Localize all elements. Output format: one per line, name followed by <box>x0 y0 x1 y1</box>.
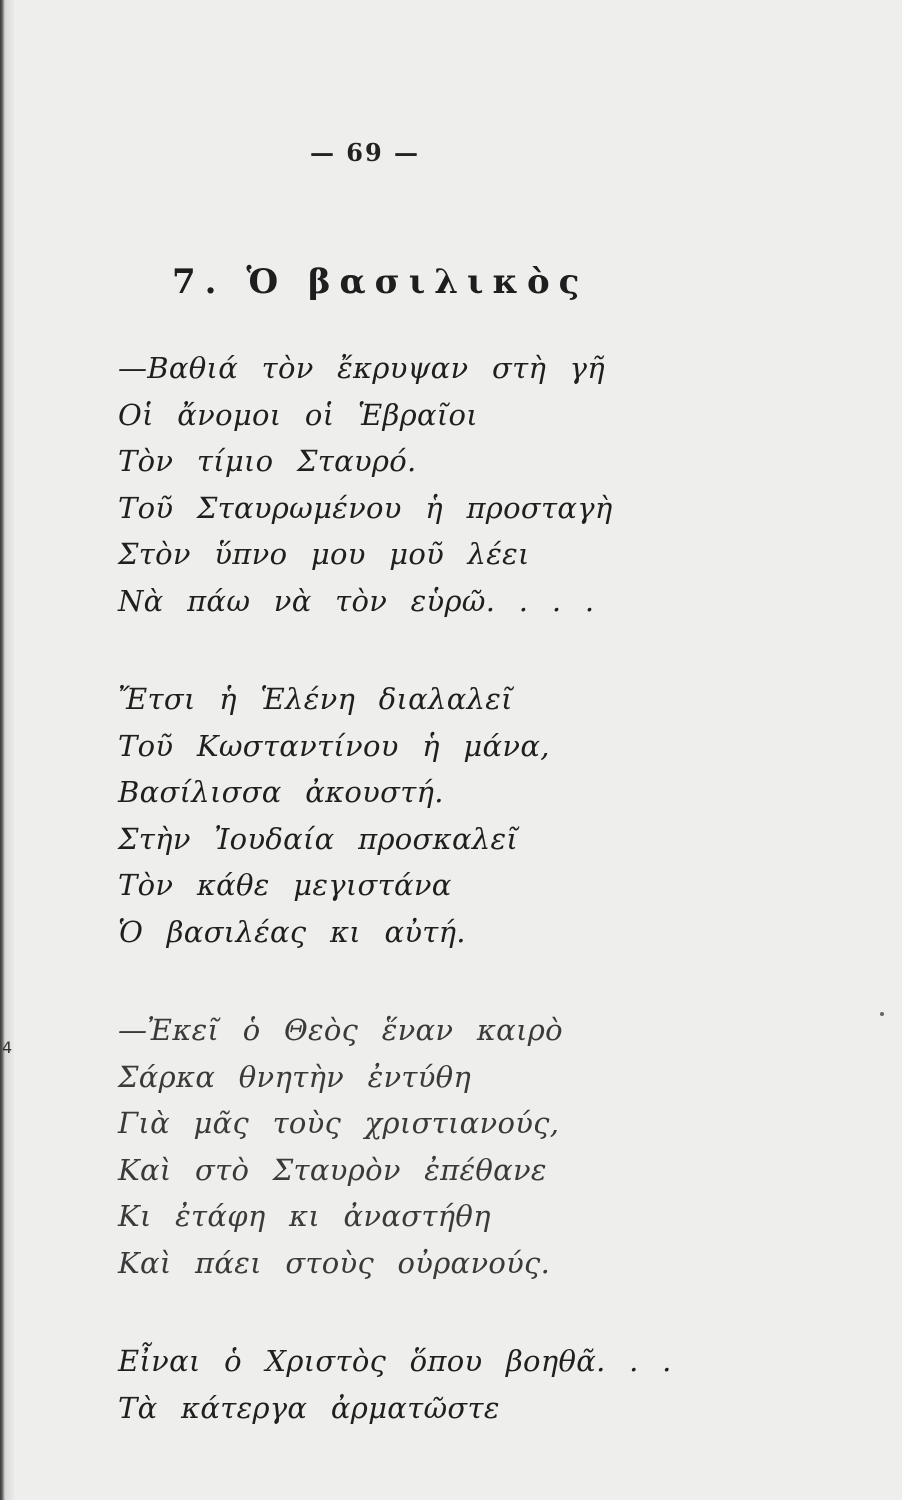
page-binding-edge <box>0 0 14 1500</box>
verse-line: Βασίλισσα ἀκουστή. <box>118 775 444 809</box>
verse-line: —Ἐκεῖ ὁ Θεὸς ἕναν καιρὸ <box>118 1013 563 1047</box>
verse-line: Εἶναι ὁ Χριστὸς ὅπου βοηθᾶ. . . <box>118 1344 672 1378</box>
verse-line: Τοῦ Κωσταντίνου ἡ μάνα, <box>118 728 550 763</box>
stanza-4 <box>118 1338 818 1431</box>
verse-line: Τὸν κάθε μεγιστάνα <box>118 868 452 902</box>
stanza-3 <box>118 1007 818 1286</box>
verse-line: Ἔτσι ἡ Ἑλένη διαλαλεῖ <box>118 682 513 716</box>
verse-line: Στὸν ὕπνο μου μοῦ λέει <box>118 537 530 571</box>
page-number: — 69 — <box>309 138 421 167</box>
verse-line: —Βαθιά τὸν ἔκρυψαν στὴ γῆ <box>118 351 605 385</box>
verse-line: Τοῦ Σταυρωμένου ἡ προσταγὴ <box>118 490 613 525</box>
poem-body <box>118 345 818 1431</box>
verse-line: Ὁ βασιλέας κι αὐτή. <box>118 914 466 949</box>
stanza-2 <box>118 676 818 955</box>
edge-mark: 4 <box>2 1038 13 1057</box>
verse-line: Νὰ πάω νὰ τὸν εὑρῶ. . . . <box>118 583 595 618</box>
verse-line: Γιὰ μᾶς τοὺς χριστιανούς, <box>118 1106 560 1140</box>
verse-line: Κι ἐτάφη κι ἀναστήθη <box>118 1199 491 1233</box>
verse-line: Τὰ κάτεργα ἀρματῶστε <box>118 1390 500 1425</box>
verse-line: Καὶ πάει στοὺς οὐρανούς. <box>118 1245 551 1280</box>
verse-line: Τὸν τίμιο Σταυρό. <box>118 444 417 478</box>
verse-line: Στὴν Ἰουδαία προσκαλεῖ <box>118 821 519 856</box>
verse-line: Καὶ στὸ Σταυρὸν ἐπέθανε <box>118 1152 547 1187</box>
verse-line: Οἱ ἄνομοι οἱ Ἑβραῖοι <box>118 397 478 432</box>
stanza-1 <box>118 345 818 624</box>
verse-line: Σάρκα θνητὴν ἐντύθη <box>118 1059 472 1094</box>
paper-speck <box>880 1012 884 1016</box>
poem-title: 7. Ὁ βασιλικὸς <box>172 262 589 302</box>
